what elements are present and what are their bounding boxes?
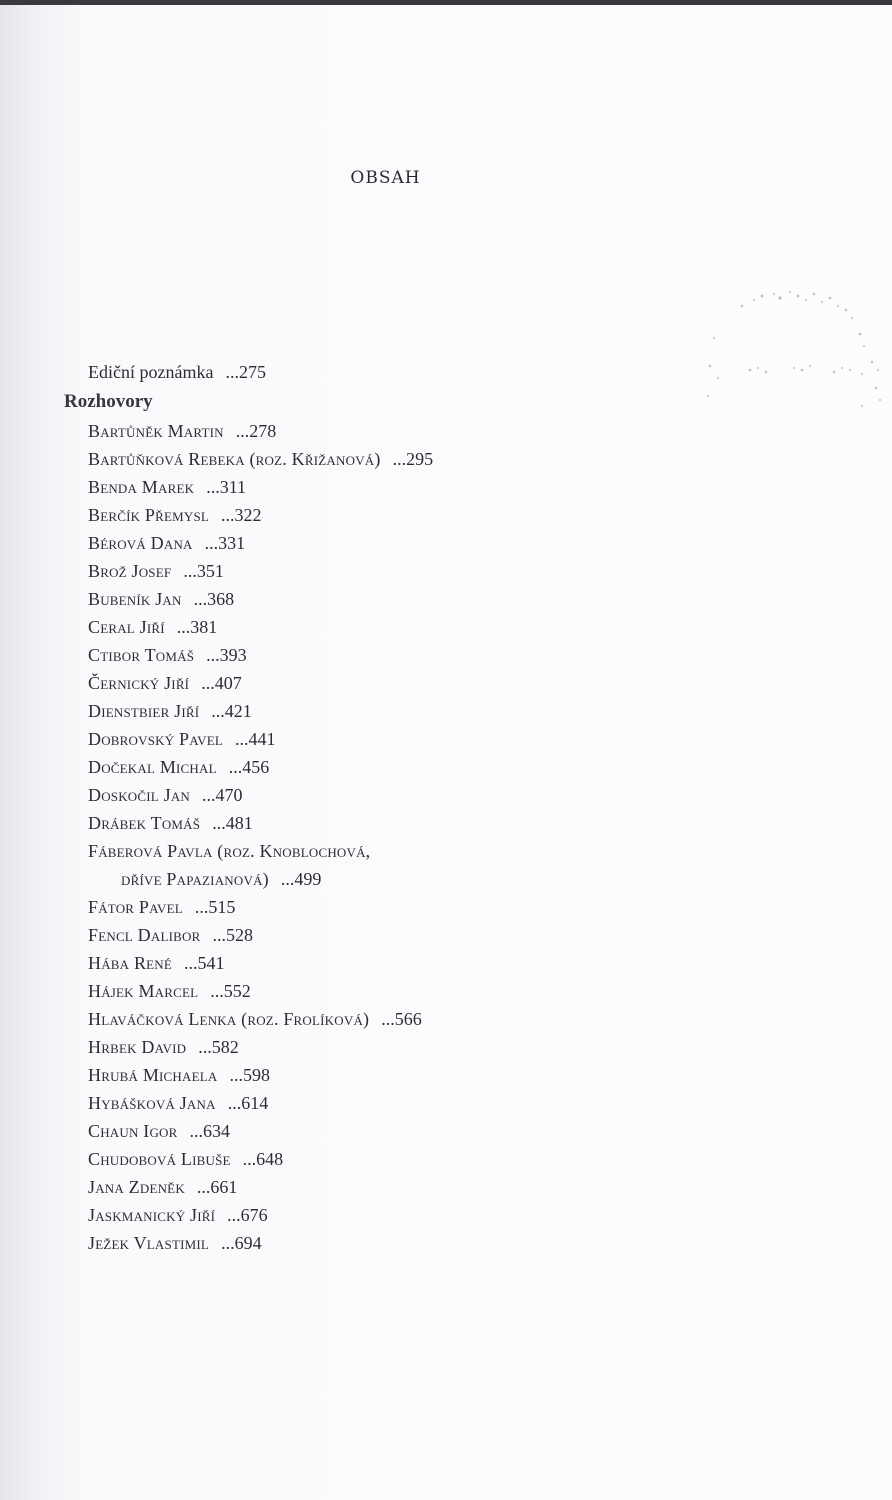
toc-entry-continuation[interactable]: dříve Papazianová) ...499	[121, 869, 322, 889]
toc-entry[interactable]: Hrubá Michaela ...598	[88, 1065, 270, 1085]
page-title: OBSAH	[350, 168, 421, 188]
toc-entry[interactable]: Hlaváčková Lenka (roz. Frolíková) ...566	[88, 1009, 422, 1029]
toc-entry[interactable]: Fáberová Pavla (roz. Knoblochová,	[88, 841, 371, 861]
toc-entry[interactable]: Jana Zdeněk ...661	[88, 1177, 238, 1197]
toc-entry[interactable]: Bartůněk Martin ...278	[88, 421, 277, 441]
toc-entry-page: ...275	[225, 362, 266, 382]
toc-entry[interactable]: Hybášková Jana ...614	[88, 1093, 269, 1113]
toc-entry[interactable]: Dočekal Michal ...456	[88, 757, 270, 777]
toc-entry[interactable]: Bérová Dana ...331	[88, 533, 246, 553]
toc-entry[interactable]: Bubeník Jan ...368	[88, 589, 235, 609]
toc-entry[interactable]: Ježek Vlastimil ...694	[88, 1233, 262, 1253]
toc-entry[interactable]: Fencl Dalibor ...528	[88, 925, 253, 945]
toc-entry[interactable]: Hájek Marcel ...552	[88, 981, 251, 1001]
toc-entry[interactable]: Bartůňková Rebeka (roz. Křižanová) ...295	[88, 449, 434, 469]
toc-entry[interactable]: Ctibor Tomáš ...393	[88, 645, 247, 665]
section-heading-rozhovory: Rozhovory	[64, 391, 153, 412]
toc-entry[interactable]: Fátor Pavel ...515	[88, 897, 236, 917]
toc-entry[interactable]: Brož Josef ...351	[88, 561, 224, 581]
toc-entry[interactable]: Chaun Igor ...634	[88, 1121, 230, 1141]
toc-entry[interactable]: Drábek Tomáš ...481	[88, 813, 253, 833]
toc-entry-label: Ediční poznámka	[88, 362, 214, 382]
toc-entry[interactable]: Benda Marek ...311	[88, 477, 247, 497]
faded-stamp	[702, 278, 887, 413]
toc-entry[interactable]: Chudobová Libuše ...648	[88, 1149, 284, 1169]
toc-entry[interactable]: Doskočil Jan ...470	[88, 785, 243, 805]
toc-entry[interactable]: Hrbek David ...582	[88, 1037, 239, 1057]
page-top-edge	[0, 0, 892, 5]
toc-entry[interactable]: Černický Jiří ...407	[88, 673, 242, 693]
toc-entry[interactable]: Ceral Jiří ...381	[88, 617, 218, 637]
toc-entry[interactable]: Dobrovský Pavel ...441	[88, 729, 276, 749]
toc-entry-edicni-poznamka[interactable]	[88, 360, 266, 384]
toc-entry[interactable]: Berčík Přemysl ...322	[88, 505, 262, 525]
toc-entry[interactable]: Dienstbier Jiří ...421	[88, 701, 252, 721]
toc-entry[interactable]: Jaskmanický Jiří ...676	[88, 1205, 268, 1225]
toc-entry[interactable]: Hába René ...541	[88, 953, 225, 973]
